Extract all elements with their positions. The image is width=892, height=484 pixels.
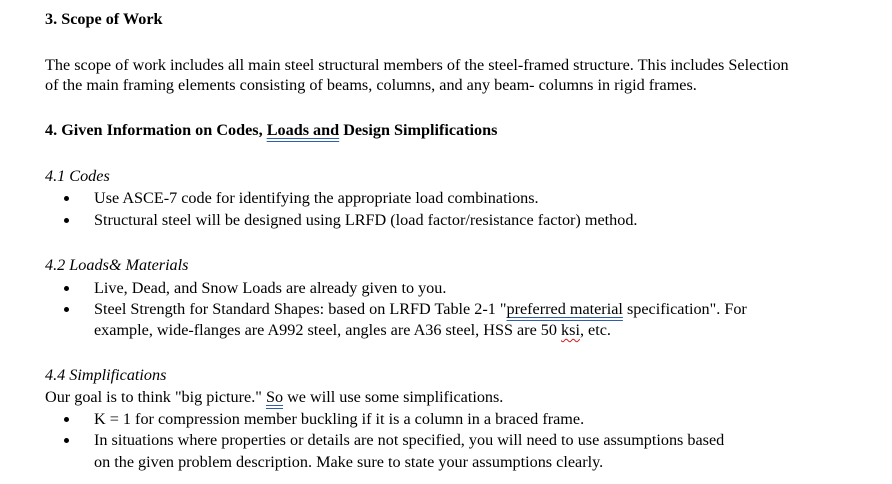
grammar-flag[interactable]: Loads and (266, 121, 340, 139)
simplifications-bullet-2-continuation: on the given problem description. Make sure to state your assumptions clearly. (94, 453, 604, 471)
simplifications-bullet-2: In situations where properties or details are not specified, you will need to use assumptions based (94, 431, 725, 449)
materials-bullet-2 (94, 299, 747, 319)
codes-bullet-2: Structural steel will be designed using LRFD (load factor/resistance factor) method. (94, 211, 638, 229)
materials-bullet-2-start: Steel Strength for Standard Shapes: based on LRFD Table 2-1 " (94, 300, 507, 318)
bullet-icon (64, 430, 72, 450)
simplifications-intro (45, 387, 503, 407)
bullet-icon (64, 409, 72, 429)
bullet-icon (64, 210, 72, 230)
bullet-icon (64, 299, 72, 319)
intro-end: we will use some simplifications. (283, 388, 504, 406)
subsection-4-2-title: 4.2 Loads& Materials (45, 256, 189, 274)
bullet-icon (64, 278, 72, 298)
section-3-heading: 3. Scope of Work (45, 10, 163, 28)
spelling-flag[interactable]: ksi (561, 321, 580, 339)
intro-start: Our goal is to think "big picture." (45, 388, 266, 406)
scope-paragraph-line-2: of the main framing elements consisting of beams, columns, and any beam- columns in rigid frames. (45, 76, 697, 94)
section-4-heading-start: 4. Given Information on Codes, (45, 121, 267, 139)
materials-bullet-2-end: specification". For (622, 300, 747, 318)
subsection-4-4-title: 4.4 Simplifications (45, 366, 167, 384)
materials-bullet-1: Live, Dead, and Snow Loads are already given to you. (94, 279, 447, 297)
materials-continuation-start: example, wide-flanges are A992 steel, angles are A36 steel, HSS are 50 (94, 321, 562, 339)
codes-bullet-1: Use ASCE-7 code for identifying the appropriate load combinations. (94, 189, 539, 207)
scope-paragraph-line-1: The scope of work includes all main steel structural members of the steel-framed structure. This includes Selection (45, 56, 789, 74)
subsection-4-1-title: 4.1 Codes (45, 167, 110, 185)
section-4-heading-end: Design Simplifications (339, 121, 498, 139)
simplifications-bullet-1: K = 1 for compression member buckling if it is a column in a braced frame. (94, 410, 585, 428)
materials-continuation-end: , etc. (579, 321, 611, 339)
bullet-icon (64, 188, 72, 208)
grammar-flag[interactable]: So (265, 388, 284, 406)
grammar-flag[interactable]: preferred material (506, 300, 623, 318)
section-4-heading (45, 120, 497, 140)
materials-bullet-2-continuation (94, 320, 611, 340)
